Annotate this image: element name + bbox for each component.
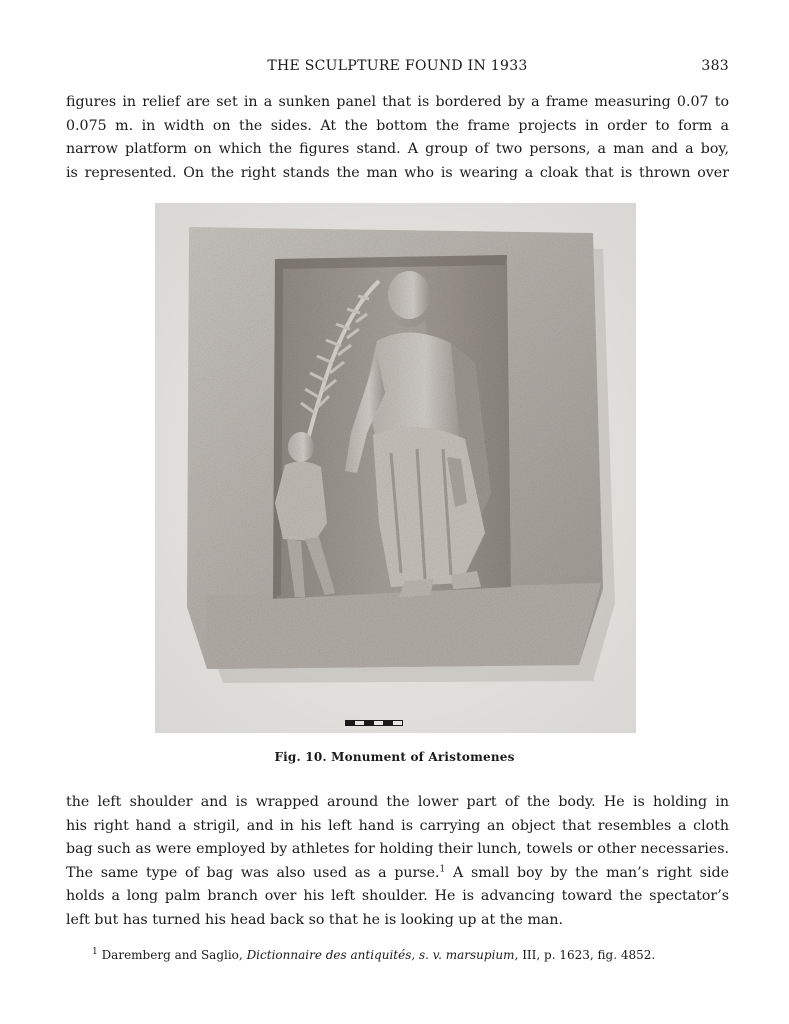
footnote-marker: 1 — [92, 947, 98, 957]
figure-photograph — [155, 203, 636, 733]
text-line: narrow platform on which the figures stand. A group of two persons, a man and a boy, — [66, 141, 729, 157]
text-line: holds a long palm branch over his left shoulder. He is advancing toward the spectator’s — [66, 888, 729, 904]
paragraph-1 — [66, 91, 729, 185]
running-head — [66, 58, 729, 78]
text-segment: A small boy by the man’s right side — [452, 864, 729, 881]
text-line: his right hand a strigil, and in his left hand is carrying an object that resembles a cloth — [66, 817, 729, 834]
scale-bar — [345, 720, 403, 726]
relief-photo-illustration — [155, 203, 636, 733]
text-line: is represented. On the right stands the man who is wearing a cloak that is thrown over — [66, 164, 729, 181]
paragraph-2 — [66, 791, 729, 932]
text-line-with-note — [66, 862, 729, 886]
figure-caption: Fig. 10. Monument of Aristomenes — [274, 750, 515, 764]
text-line: the left shoulder and is wrapped around the lower part of the body. He is holding in — [66, 794, 729, 810]
text-line: bag such as were employed by athletes for holding their lunch, towels or other necessaries. — [66, 841, 729, 857]
text-line: figures in relief are set in a sunken panel that is bordered by a frame measuring 0.07 to — [66, 94, 729, 110]
footnote — [92, 948, 732, 962]
footnote-rest: III, p. 1623, fig. 4852. — [522, 948, 656, 962]
footnote-authors: Daremberg and Saglio, — [101, 948, 243, 962]
text-line: left but has turned his head back so that he is looking up at the man. — [66, 911, 563, 928]
text-segment: The same type of bag was also used as a purse. — [66, 864, 440, 881]
text-line: 0.075 m. in width on the sides. At the bottom the frame projects in order to form a — [66, 117, 729, 134]
footnote-reference: 1 — [439, 863, 446, 874]
footnote-work: Dictionnaire des antiquités, s. v. marsupium, — [246, 948, 519, 962]
running-head-title: THE SCULPTURE FOUND IN 1933 — [267, 58, 528, 74]
page-number: 383 — [701, 58, 729, 74]
